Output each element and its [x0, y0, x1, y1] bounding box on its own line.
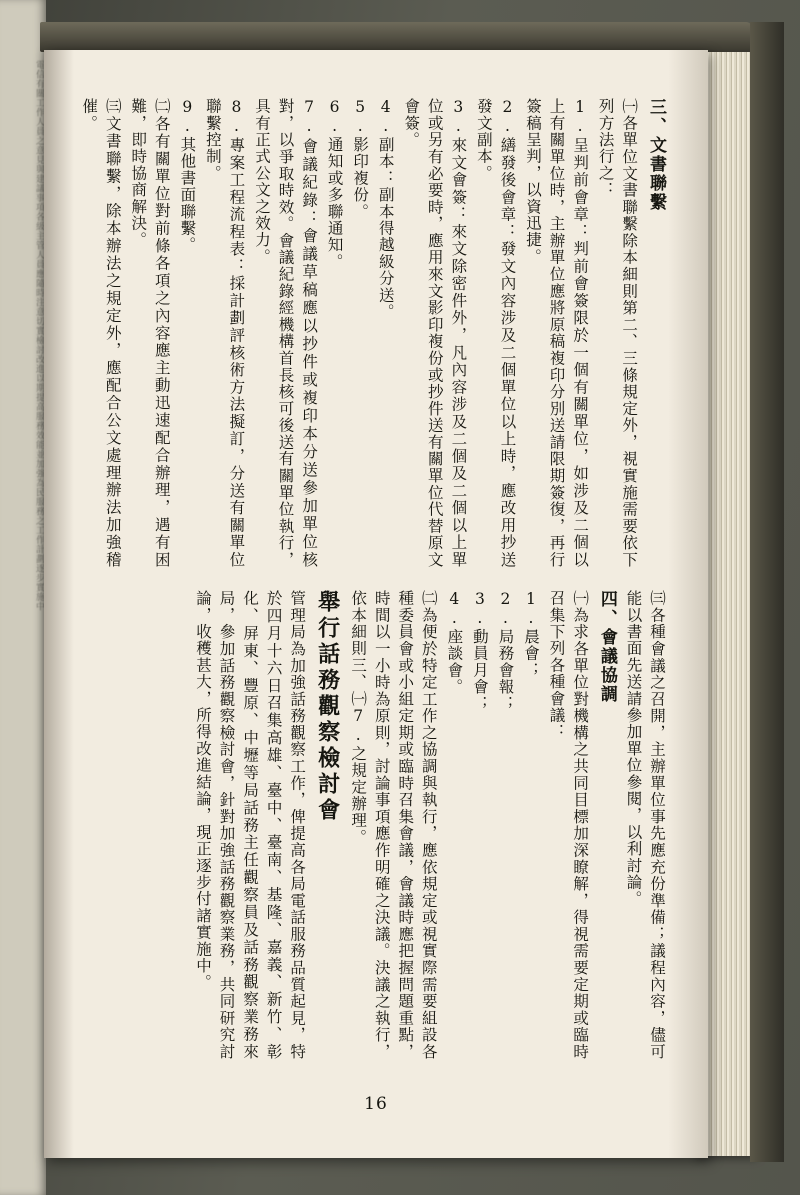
section-3-item-5: 4.副本：副本得越級分送。 [376, 98, 395, 321]
section-4-item-4: 3.動員月會； [470, 590, 489, 712]
section-3-item-8: 7.會議紀錄：會議草稿應以抄件或複印本分送參加單位核對，以爭取時效。會議紀錄經機構首長核可後送有關單位執行，具有正式公文之效力。 [252, 98, 319, 568]
section-3-item-2: 1.呈判前會章：判前會簽限於一個有關單位，如涉及二個以上有關單位時，主辦單位應將原稿複印分別送請限期簽復，再行簽稿呈判，以資迅捷。 [523, 98, 590, 568]
section-4-item-2: 1.晨會； [521, 590, 540, 679]
section-4-item-6: ㈡為便於特定工作之協調與執行，應依規定或視實際需要組設各種委員會或小組定期或臨時召集會議，會議時應把握問題重點，時間以一小時為原則，討論事項應作明確之決議。決議之執行，依本細則三、㈠7.之規定辦理。 [349, 590, 438, 1060]
section-3-item-1: ㈠各單位文書聯繫除本細則第二、三條規定外，視實施需要依下列方法行之： [596, 98, 639, 568]
section-3-item-9: 8.專案工程流程表：採計劃評核術方法擬訂，分送有關單位聯繫控制。 [203, 98, 246, 568]
section-3-item-10: 9.其他書面聯繫。 [178, 98, 197, 254]
article-body: 管理局為加強話務觀察工作，俾提高各局電話服務品質起見，特於四月十六日召集高雄、臺中、臺南、基隆、嘉義、新竹、彰化、屏東、豐原、中壢等局話務主任觀察員及話務觀察業務來局，參加話務觀察檢討會，針對加強話務觀察業務，共同研究討論，收穫甚大，所得改進結論，現正逐步付諸實施中。 [193, 590, 307, 1060]
adjacent-left-page-text: 電信有關工作人員之意見與建議事項各級主管人員應隨時注意切實檢討改進以期提高服務效能並加強為民服務之工作計劃逐步實施中 [34, 60, 44, 611]
column-block-bottom [70, 590, 670, 1060]
section-3-item-12: ㈢文書聯繫，除本辦法之規定外，應配合公文處理辦法加強稽催。 [80, 98, 122, 568]
section-3-item-11: ㈡各有關單位對前條各項之內容應主動迅速配合辦理，遇有困難，即時協商解決。 [129, 98, 171, 568]
printed-page [44, 50, 708, 1158]
adjacent-left-page [0, 0, 46, 1195]
section-3-item-6: 5.影印複份。 [351, 98, 370, 220]
page-number: 16 [364, 1094, 388, 1114]
column-block-top [70, 98, 670, 568]
section-3-item-4: 3.來文會簽：來文除密件外，凡內容涉及二個及二個以上單位或另有必要時，應用來文影印複份或抄件送有關單位代替原文會簽。 [402, 98, 468, 568]
section-4-heading: 四、會議協調 [596, 590, 617, 704]
section-3-item-3: 2.繕發後會章：發文內容涉及二個單位以上時，應改用抄送發文副本。 [474, 98, 517, 568]
book-cover-top [40, 22, 752, 52]
section-4-continuation: ㈢各種會議之召開，主辦單位事先應充份準備；議程內容，儘可能以書面先送請參加單位參閱，以利討論。 [624, 590, 666, 1060]
section-3-item-7: 6.通知或多聯通知。 [325, 98, 344, 270]
section-3-heading: 三、文書聯繫 [646, 98, 666, 212]
page-content [70, 98, 670, 1078]
section-4-item-1: ㈠為求各單位對機構之共同目標加深瞭解，得視需要定期或臨時召集下列各種會議： [547, 590, 590, 1060]
section-4-item-5: 4.座談會。 [445, 590, 464, 696]
article-title: 舉行話務觀察檢討會 [314, 590, 341, 824]
section-4-item-3: 2.局務會報； [496, 590, 515, 712]
book-cover-right [750, 22, 784, 1162]
